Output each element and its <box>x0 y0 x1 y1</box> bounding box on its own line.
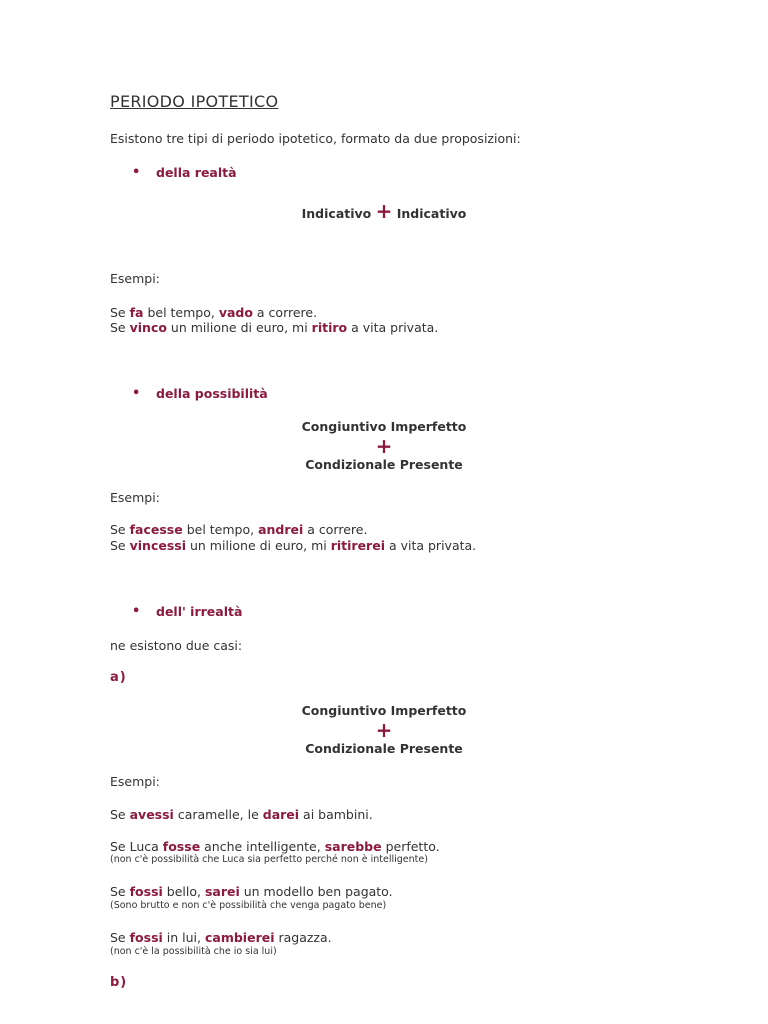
case-a-label: a) <box>110 670 127 685</box>
example-text: in lui, <box>162 930 205 945</box>
example-line <box>110 839 440 854</box>
example-line <box>110 305 317 320</box>
example-text: Se <box>110 538 130 553</box>
bullet-icon: • <box>132 165 141 180</box>
bullet-icon: • <box>132 604 141 619</box>
verb-highlight: cambierei <box>204 930 275 945</box>
example-text: Se <box>110 807 130 822</box>
verb-highlight: sarebbe <box>324 839 382 854</box>
example-text: bel tempo, <box>182 522 259 537</box>
verb-highlight: avessi <box>129 807 174 822</box>
example-text: a correre. <box>252 305 318 320</box>
example-text: un modello ben pagato. <box>239 884 393 899</box>
verb-highlight: vado <box>218 305 253 320</box>
formula-top: Congiuntivo Imperfetto <box>301 703 467 718</box>
bullet-icon: • <box>132 386 141 401</box>
example-line <box>110 930 332 945</box>
example-text: un milione di euro, mi <box>166 320 312 335</box>
plus-row <box>0 434 768 458</box>
example-text: Se Luca <box>110 839 163 854</box>
formula-bottom: Condizionale Presente <box>305 457 463 472</box>
example-text: ai bambini. <box>299 807 373 822</box>
plus-icon: + <box>375 718 393 742</box>
example-text: bello, <box>162 884 205 899</box>
section-possibilita-label: della possibilità <box>156 386 268 401</box>
example-text: a vita privata. <box>347 320 439 335</box>
verb-highlight: darei <box>262 807 300 822</box>
example-text: Se <box>110 522 130 537</box>
plus-icon: + <box>375 434 393 458</box>
formula-realta <box>0 199 768 223</box>
section-realta-label: della realtà <box>156 165 237 180</box>
example-text: a correre. <box>303 522 368 537</box>
example-text: Se <box>110 930 130 945</box>
verb-highlight: facesse <box>129 522 183 537</box>
example-line <box>110 538 476 553</box>
case-b-label: b) <box>110 975 128 990</box>
verb-highlight: ritiro <box>311 320 348 335</box>
verb-highlight: sarei <box>204 884 240 899</box>
verb-highlight: andrei <box>258 522 304 537</box>
example-text: Se <box>110 320 130 335</box>
example-text: perfetto. <box>381 839 440 854</box>
verb-highlight: ritirerei <box>330 538 385 553</box>
formula-top: Congiuntivo Imperfetto <box>301 419 467 434</box>
section-irrealta-label: dell' irrealtà <box>156 604 243 619</box>
formula-bottom: Condizionale Presente <box>305 741 463 756</box>
verb-highlight: fa <box>129 305 144 320</box>
example-text: bel tempo, <box>143 305 219 320</box>
example-text: a vita privata. <box>384 538 477 553</box>
formula-right: Indicativo <box>396 206 467 221</box>
examples-label: Esempi: <box>110 774 160 789</box>
example-note: (non c'è possibilità che Luca sia perfetto perché non è intelligente) <box>110 854 428 865</box>
example-line <box>110 884 393 899</box>
examples-label: Esempi: <box>110 271 160 286</box>
example-text: caramelle, le <box>173 807 263 822</box>
example-line <box>110 522 367 537</box>
formula-left: Indicativo <box>301 206 372 221</box>
verb-highlight: vinco <box>129 320 167 335</box>
example-line <box>110 807 373 822</box>
example-text: anche intelligente, <box>200 839 325 854</box>
example-note: (non c'è la possibilità che io sia lui) <box>110 946 277 957</box>
plus-icon: + <box>375 199 393 223</box>
example-text: Se <box>110 884 130 899</box>
example-note: (Sono brutto e non c'è possibilità che venga pagato bene) <box>110 900 387 911</box>
examples-label: Esempi: <box>110 490 160 505</box>
example-text: ragazza. <box>274 930 332 945</box>
plus-row <box>0 718 768 742</box>
example-line <box>110 320 438 335</box>
verb-highlight: fossi <box>129 930 163 945</box>
verb-highlight: fosse <box>162 839 201 854</box>
verb-highlight: fossi <box>129 884 163 899</box>
page-title: PERIODO IPOTETICO <box>110 92 279 111</box>
example-text: un milione di euro, mi <box>186 538 331 553</box>
intro-text: Esistono tre tipi di periodo ipotetico, formato da due proposizioni: <box>110 131 521 146</box>
example-text: Se <box>110 305 130 320</box>
verb-highlight: vincessi <box>129 538 186 553</box>
cases-intro: ne esistono due casi: <box>110 638 243 653</box>
